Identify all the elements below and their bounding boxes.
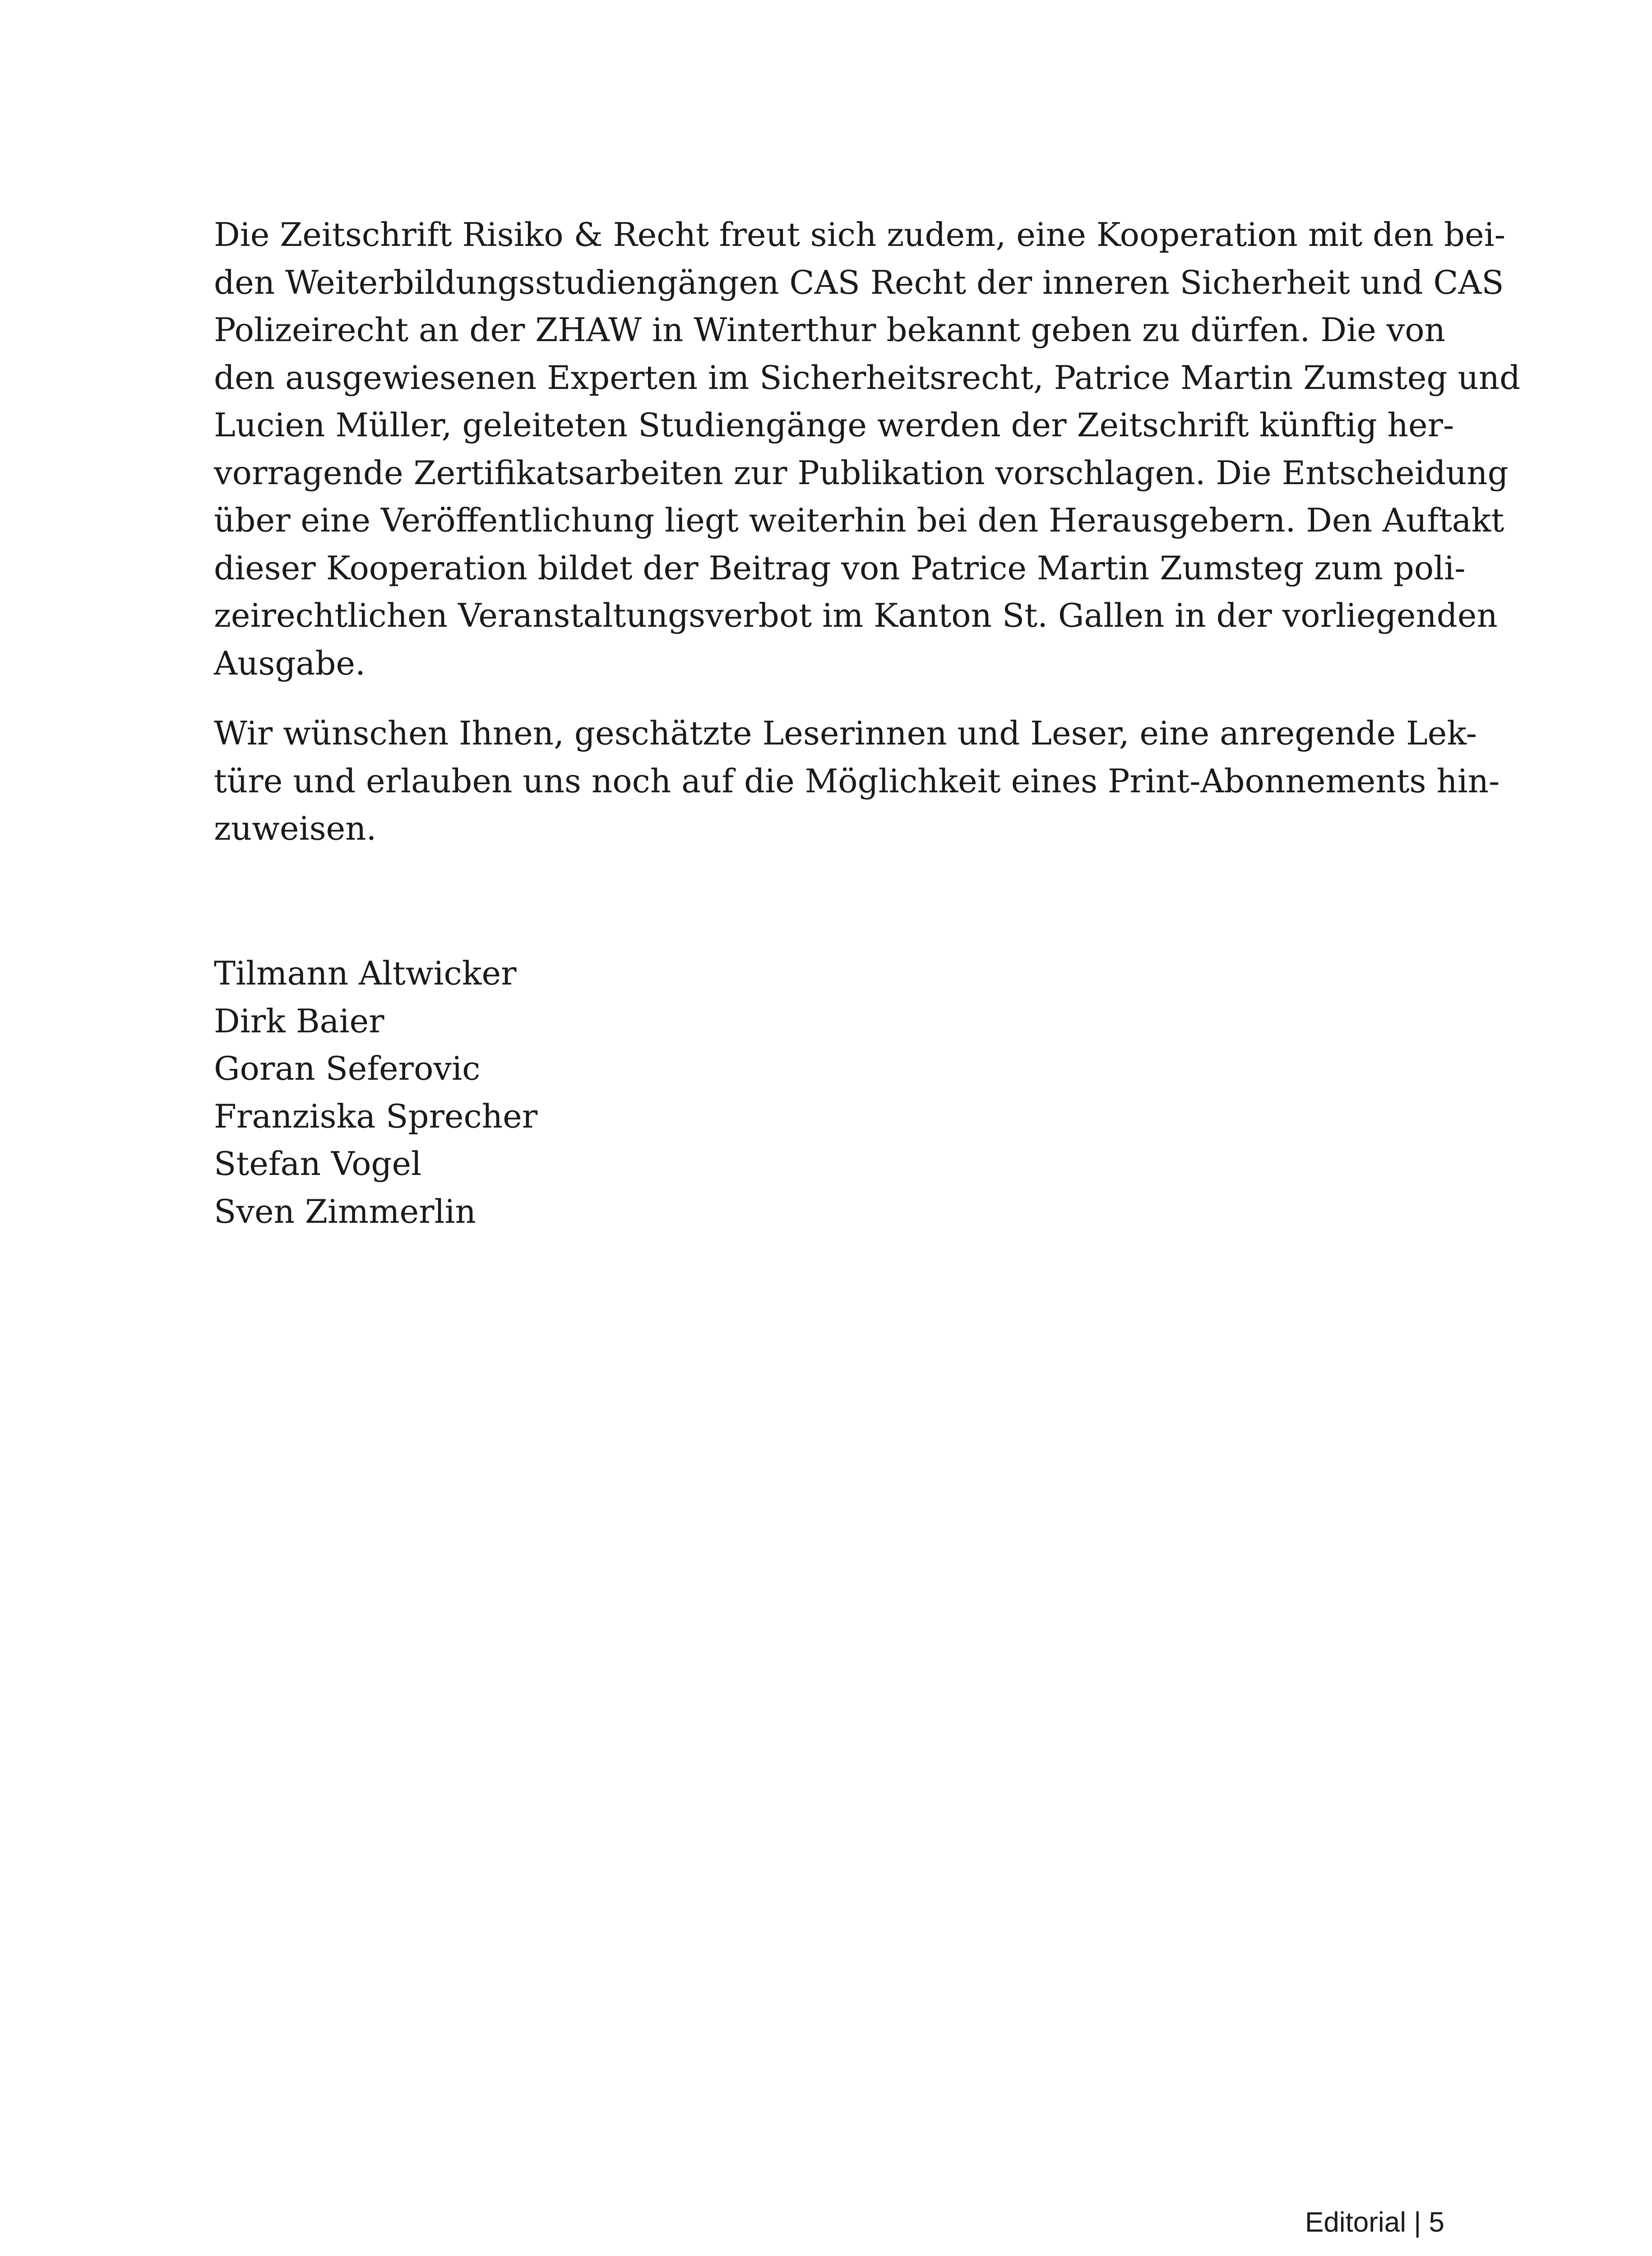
signature-name: Franziska Sprecher: [214, 1097, 538, 1135]
text-line: vorragende Zertifikatsarbeiten zur Publikation vorschlagen. Die Entscheidung: [214, 453, 1509, 492]
paragraph-wuensche: [214, 710, 1500, 853]
text-line: Lucien Müller, geleiteten Studiengänge werden der Zeitschrift künftig her-: [214, 406, 1454, 444]
signature-name: Dirk Baier: [214, 1002, 384, 1040]
editorial-body: [214, 211, 1521, 853]
text-line: türe und erlauben uns noch auf die Möglichkeit eines Print-Abonnements hin-: [214, 762, 1500, 800]
page-footer: Editorial | 5: [1305, 2207, 1444, 2238]
text-line: über eine Veröffentlichung liegt weiterhin bei den Herausgebern. Den Auftakt: [214, 501, 1504, 539]
text-line: Wir wünschen Ihnen, geschätzte Leserinnen und Leser, eine anregende Lek-: [214, 714, 1477, 752]
signature-name: Stefan Vogel: [214, 1145, 422, 1183]
text-line: den ausgewiesenen Experten im Sicherheitsrecht, Patrice Martin Zumsteg und: [214, 358, 1521, 397]
signature-name: Tilmann Altwicker: [214, 954, 517, 992]
signature-list: [214, 950, 936, 1235]
text-line: Polizeirecht an der ZHAW in Winterthur bekannt geben zu dürfen. Die von: [214, 311, 1445, 349]
text-line: Ausgabe.: [214, 644, 366, 682]
text-line: zeirechtlichen Veranstaltungsverbot im Kanton St. Gallen in der vorliegenden: [214, 596, 1498, 634]
text-line: zuweisen.: [214, 809, 377, 847]
text-line: Die Zeitschrift Risiko & Recht freut sich zudem, eine Kooperation mit den bei-: [214, 216, 1506, 254]
signature-name: Goran Seferovic: [214, 1049, 481, 1087]
signature-name: Sven Zimmerlin: [214, 1192, 476, 1230]
text-line: den Weiterbildungsstudiengängen CAS Recht der inneren Sicherheit und CAS: [214, 263, 1504, 301]
text-line: dieser Kooperation bildet der Beitrag von Patrice Martin Zumsteg zum poli-: [214, 549, 1466, 587]
paragraph-kooperation: [214, 211, 1521, 687]
